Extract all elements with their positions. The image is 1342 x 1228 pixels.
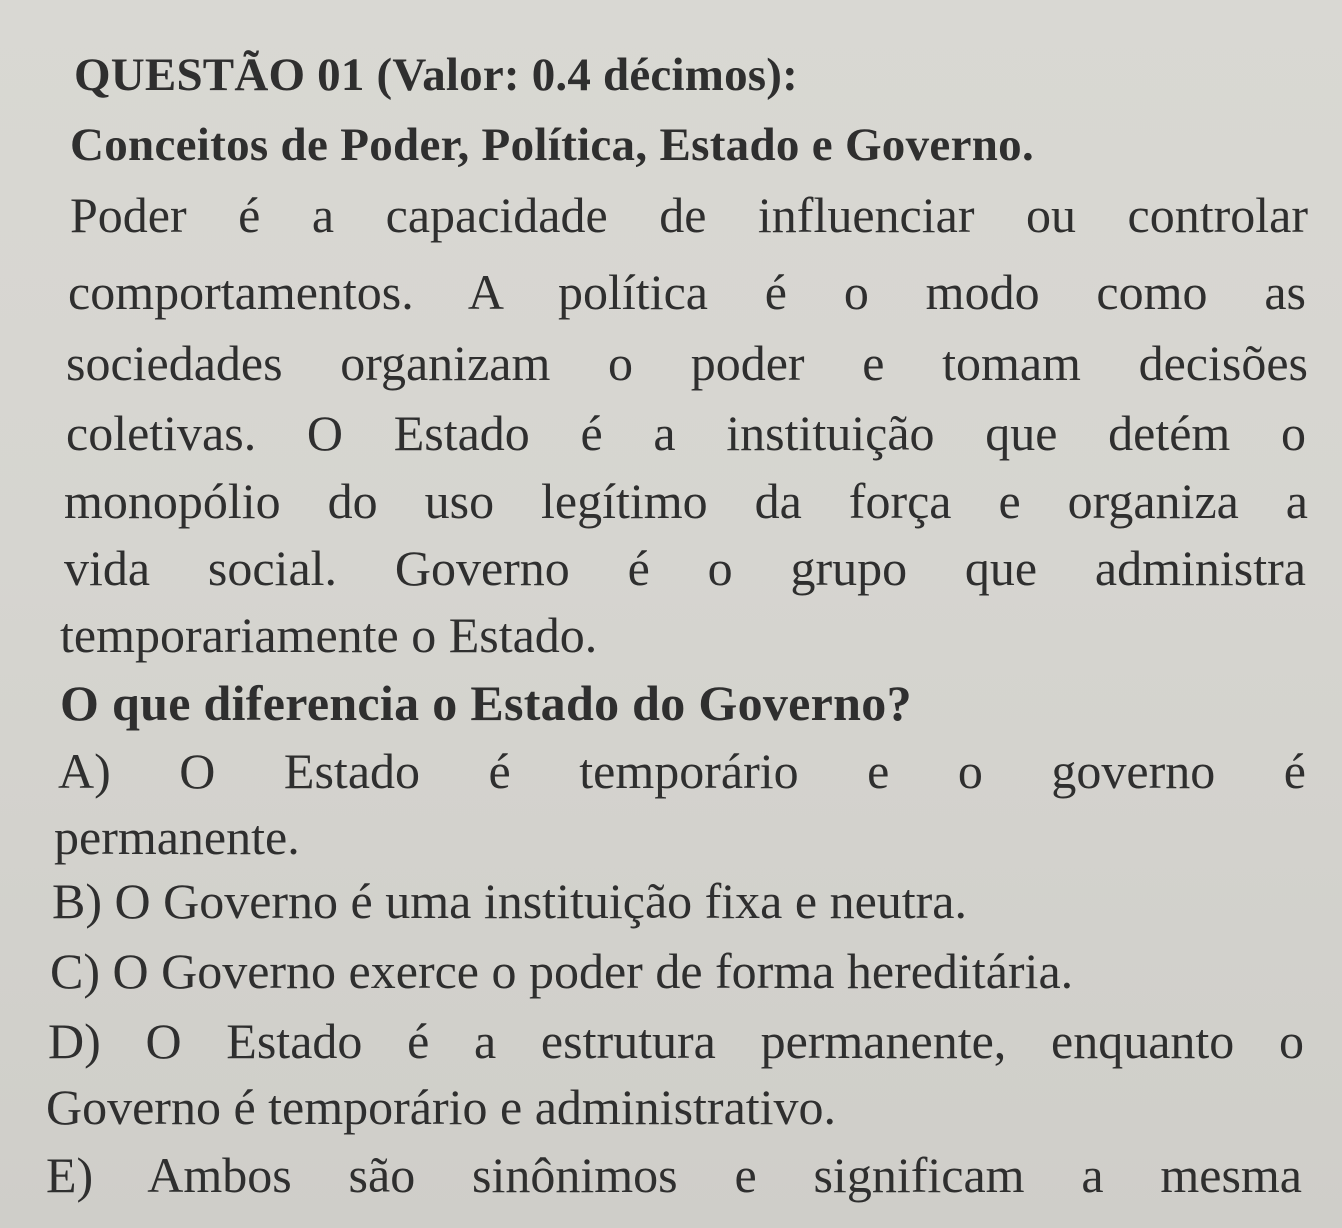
paragraph-line: monopólio do uso legítimo da força e organiza a xyxy=(64,473,1308,529)
option-d-continuation: Governo é temporário e administrativo. xyxy=(46,1079,837,1135)
option-a-continuation: permanente. xyxy=(54,809,300,865)
paragraph-line: temporariamente o Estado. xyxy=(60,607,598,663)
paragraph-line: vida social. Governo é o grupo que administra xyxy=(64,540,1306,596)
show-through-text xyxy=(600,0,611,51)
option-d: D) O Estado é a estrutura permanente, enquanto o xyxy=(48,1013,1304,1069)
question-subtitle: Conceitos de Poder, Política, Estado e Governo. xyxy=(70,119,1035,171)
paragraph-line: Poder é a capacidade de influenciar ou controlar xyxy=(70,187,1308,243)
paragraph-line: comportamentos. A política é o modo como as xyxy=(68,264,1306,320)
paragraph-line: sociedades organizam o poder e tomam decisões xyxy=(66,335,1308,391)
option-c: C) O Governo exerce o poder de forma hereditária. xyxy=(50,943,1074,999)
option-b: B) O Governo é uma instituição fixa e neutra. xyxy=(52,873,967,929)
option-a: A) O Estado é temporário e o governo é xyxy=(58,743,1306,799)
question-title: QUESTÃO 01 (Valor: 0.4 décimos): xyxy=(74,49,798,101)
question-prompt: O que diferencia o Estado do Governo? xyxy=(60,675,912,731)
option-e: E) Ambos são sinônimos e significam a mesma xyxy=(46,1147,1302,1203)
paragraph-line: coletivas. O Estado é a instituição que detém o xyxy=(66,405,1306,461)
